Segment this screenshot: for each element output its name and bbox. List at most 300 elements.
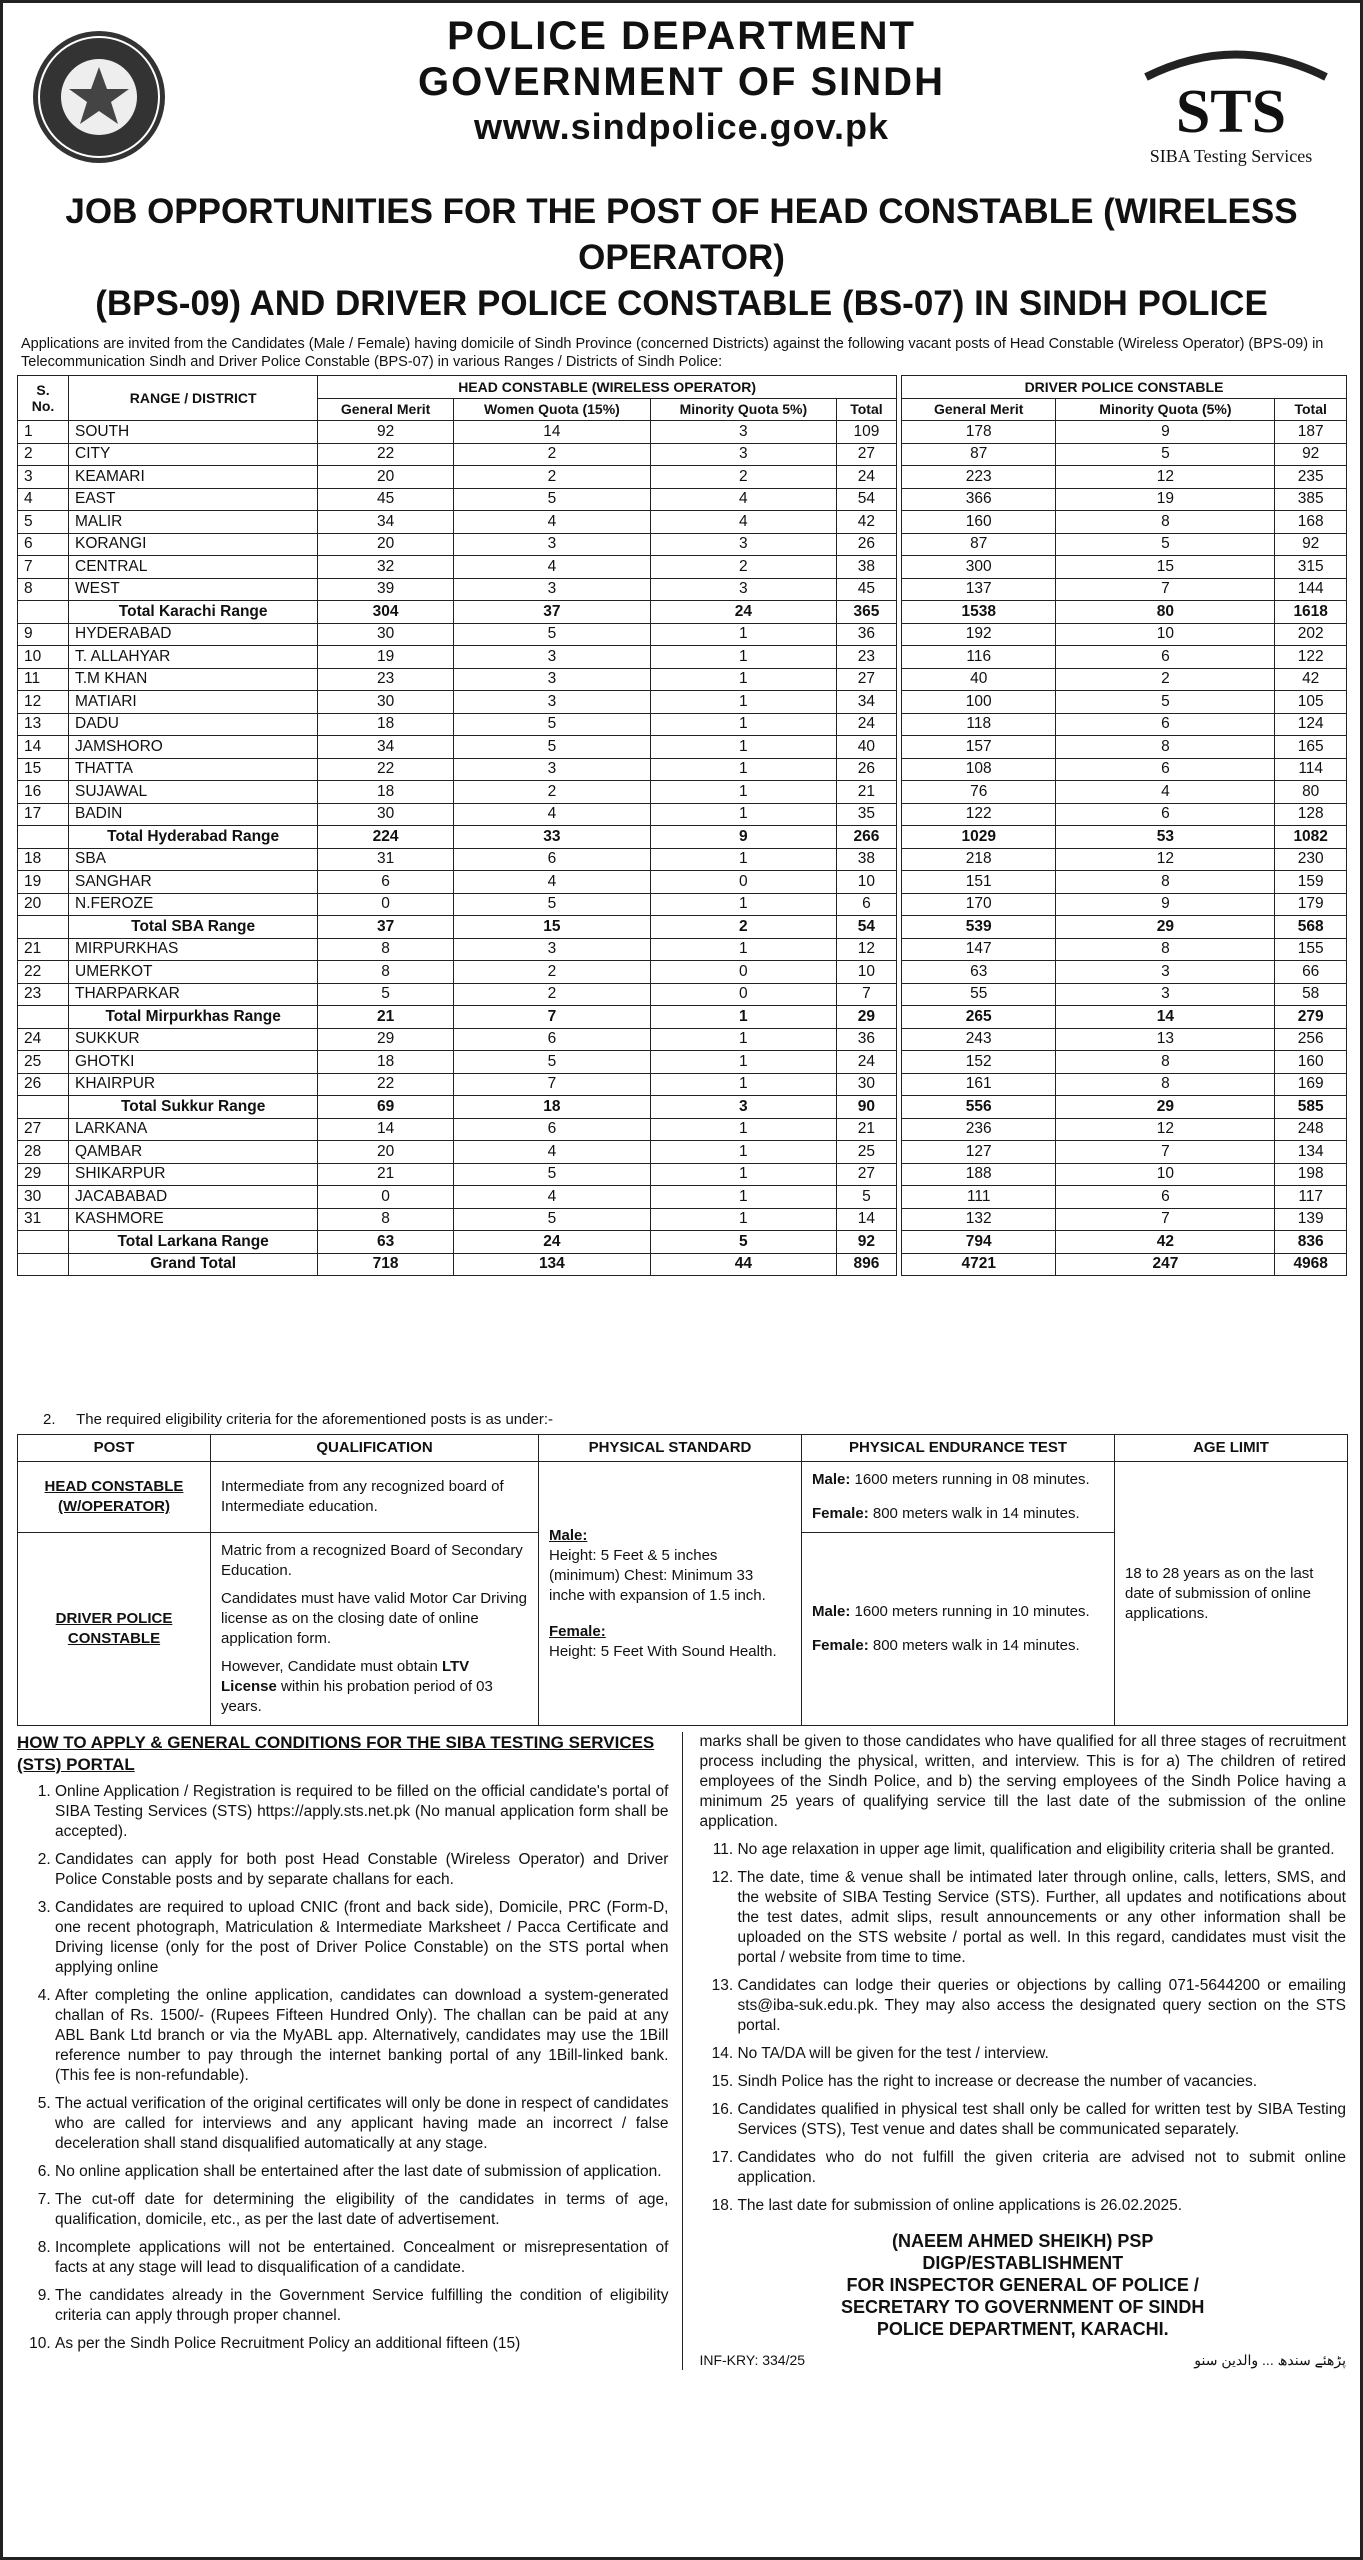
cell: 39: [318, 578, 454, 601]
table-total-row: [902, 1006, 1347, 1029]
signer-line-4: POLICE DEPARTMENT, KARACHI.: [876, 2319, 1169, 2339]
list-item: 15. Sindh Police has the right to increase or decrease the number of vacancies.: [737, 2072, 1346, 2092]
table-row: [902, 623, 1347, 646]
cell: 45: [836, 578, 896, 601]
cell: 2: [18, 443, 69, 466]
cell: 92: [836, 1231, 896, 1254]
table-row: [18, 1051, 897, 1074]
cell: Total Karachi Range: [69, 601, 318, 624]
cell: 114: [1275, 758, 1347, 781]
cell: 40: [902, 668, 1056, 691]
cell: N.FEROZE: [69, 893, 318, 916]
cell: 1: [650, 1118, 836, 1141]
cell: 224: [318, 826, 454, 849]
cell: 45: [318, 488, 454, 511]
cell: 37: [318, 916, 454, 939]
cell: 8: [1056, 938, 1275, 961]
table-row: [902, 871, 1347, 894]
cell: 1: [650, 646, 836, 669]
cell: 24: [836, 713, 896, 736]
cell: 4: [1056, 781, 1275, 804]
cell: 1538: [902, 601, 1056, 624]
ps-female-label: Female:: [549, 1622, 606, 1640]
col-total: Total: [836, 398, 896, 421]
dpc-group-head: DRIVER POLICE CONSTABLE: [902, 376, 1347, 399]
cell: 116: [902, 646, 1056, 669]
cell: 5: [453, 736, 650, 759]
cell: 192: [902, 623, 1056, 646]
cell: 128: [1275, 803, 1347, 826]
cell: 9: [650, 826, 836, 849]
table-row: [18, 533, 897, 556]
cell: 2: [650, 466, 836, 489]
list-item: 14. No TA/DA will be given for the test / interview.: [737, 2044, 1346, 2064]
cell: 23: [836, 646, 896, 669]
table-row: [902, 1028, 1347, 1051]
cell: 2: [453, 443, 650, 466]
list-item: 13. Candidates can lodge their queries or objections by calling 071-5644200 or emailing sts@iba-suk.edu.pk. They may also access the designated query section on the STS portal.: [737, 1976, 1346, 2036]
cell: MATIARI: [69, 691, 318, 714]
cell: 5: [18, 511, 69, 534]
cell: 5: [836, 1186, 896, 1209]
list-item: 16. Candidates qualified in physical test shall only be called for written test by SIBA Testing Services (STS), Test venue and dates shall be communicated separately.: [737, 2100, 1346, 2140]
cell: 29: [18, 1163, 69, 1186]
cell: 151: [902, 871, 1056, 894]
cell: 11: [18, 668, 69, 691]
col-sno: S. No.: [18, 376, 69, 421]
cell: 4: [650, 511, 836, 534]
cell: [18, 1096, 69, 1119]
table-row: [902, 1186, 1347, 1209]
end-male-label: Male:: [812, 1471, 851, 1488]
cell: 21: [836, 781, 896, 804]
cell: 7: [1056, 578, 1275, 601]
cell: 248: [1275, 1118, 1347, 1141]
driver-constable-table: [901, 375, 1347, 1276]
cell: 1: [650, 1051, 836, 1074]
cell: 6: [1056, 758, 1275, 781]
col-post: POST: [18, 1435, 211, 1462]
conditions: [17, 1732, 1346, 2370]
cell: 247: [1056, 1253, 1275, 1276]
cell: 2: [453, 466, 650, 489]
cell: 168: [1275, 511, 1347, 534]
cell: 36: [836, 1028, 896, 1051]
criteria-number: 2.: [43, 1411, 56, 1428]
vacancy-tables: [17, 375, 1346, 1405]
table-row: [902, 983, 1347, 1006]
cell: 3: [650, 1096, 836, 1119]
eligibility-table: [17, 1434, 1348, 1726]
cell: 159: [1275, 871, 1347, 894]
table-row: [902, 736, 1347, 759]
cell: 3: [650, 421, 836, 444]
table-total-row: [18, 1231, 897, 1254]
table-total-row: [18, 826, 897, 849]
cell: 300: [902, 556, 1056, 579]
table-row: [18, 983, 897, 1006]
cell: 87: [902, 443, 1056, 466]
cell: 1: [650, 803, 836, 826]
col-physical-standard: PHYSICAL STANDARD: [539, 1435, 802, 1462]
col-general: General Merit: [318, 398, 454, 421]
signer-line-1: DIGP/ESTABLISHMENT: [922, 2253, 1124, 2273]
cell: 4: [453, 871, 650, 894]
cell: 63: [318, 1231, 454, 1254]
cell: 27: [836, 443, 896, 466]
list-item: 10. As per the Sindh Police Recruitment Policy an additional fifteen (15): [55, 2334, 668, 2354]
table-row: [902, 1208, 1347, 1231]
table-row: [902, 556, 1347, 579]
cell: KASHMORE: [69, 1208, 318, 1231]
cell: 28: [18, 1141, 69, 1164]
cell: 80: [1275, 781, 1347, 804]
qualification-hc: Intermediate from any recognized board of Intermediate education.: [211, 1462, 539, 1533]
table-row: [902, 1141, 1347, 1164]
cell: 1: [650, 713, 836, 736]
cell: 23: [18, 983, 69, 1006]
cell: 2: [453, 961, 650, 984]
cell: 34: [318, 511, 454, 534]
cell: 55: [902, 983, 1056, 1006]
cell: 14: [836, 1208, 896, 1231]
cell: KEAMARI: [69, 466, 318, 489]
cell: 10: [836, 871, 896, 894]
cell: THATTA: [69, 758, 318, 781]
cell: 5: [318, 983, 454, 1006]
criteria-intro-text: The required eligibility criteria for the aforementioned posts is as under:-: [76, 1411, 553, 1428]
cell: 118: [902, 713, 1056, 736]
cell: 4: [453, 556, 650, 579]
signer-name: (NAEEM AHMED SHEIKH) PSP: [892, 2231, 1154, 2251]
cell: 5: [650, 1231, 836, 1254]
cell: 7: [453, 1073, 650, 1096]
table-row: [902, 466, 1347, 489]
cell: 1: [650, 623, 836, 646]
criteria-intro: [43, 1411, 1346, 1428]
cell: 2: [453, 983, 650, 1006]
cell: 105: [1275, 691, 1347, 714]
table-row: [18, 736, 897, 759]
cell: 3: [453, 578, 650, 601]
table-total-row: [902, 1253, 1347, 1276]
cell: 5: [453, 1208, 650, 1231]
cell: 0: [650, 961, 836, 984]
cell: 18: [318, 713, 454, 736]
cell: 265: [902, 1006, 1056, 1029]
cell: Total Larkana Range: [69, 1231, 318, 1254]
table-row: [902, 1073, 1347, 1096]
table-row: [18, 871, 897, 894]
cell: 0: [650, 983, 836, 1006]
cell: 30: [318, 623, 454, 646]
cell: 3: [453, 691, 650, 714]
cell: 1: [650, 781, 836, 804]
cell: 0: [318, 893, 454, 916]
cell: 3: [650, 533, 836, 556]
table-row: [18, 691, 897, 714]
cell: 54: [836, 488, 896, 511]
cell: 6: [836, 893, 896, 916]
cell: 3: [453, 668, 650, 691]
cell: 218: [902, 848, 1056, 871]
cell: 4721: [902, 1253, 1056, 1276]
cell: 18: [318, 1051, 454, 1074]
cell: 20: [18, 893, 69, 916]
col-women: Women Quota (15%): [453, 398, 650, 421]
svg-text:SIBA Testing Services: SIBA Testing Services: [1149, 146, 1313, 166]
cell: 385: [1275, 488, 1347, 511]
table-total-row: [18, 1006, 897, 1029]
cell: 35: [836, 803, 896, 826]
cell: 8: [18, 578, 69, 601]
cell: 134: [1275, 1141, 1347, 1164]
cell: 235: [1275, 466, 1347, 489]
cell: 139: [1275, 1208, 1347, 1231]
cell: 40: [836, 736, 896, 759]
right-conditions-list: [699, 1840, 1346, 2216]
cell: 24: [836, 466, 896, 489]
table-row: [18, 781, 897, 804]
table-total-row: [902, 1231, 1347, 1254]
table-row: [902, 893, 1347, 916]
table-row: [18, 893, 897, 916]
cell: 5: [453, 713, 650, 736]
cell: 10: [836, 961, 896, 984]
signer-line-3: SECRETARY TO GOVERNMENT OF SINDH: [841, 2297, 1205, 2317]
cell: 15: [453, 916, 650, 939]
cell: CENTRAL: [69, 556, 318, 579]
cell: 147: [902, 938, 1056, 961]
table-row: [18, 758, 897, 781]
cell: 20: [318, 466, 454, 489]
list-item: 18. The last date for submission of online applications is 26.02.2025.: [737, 2196, 1346, 2216]
table-total-row: [902, 601, 1347, 624]
cell: 6: [1056, 1186, 1275, 1209]
cell: 155: [1275, 938, 1347, 961]
cell: 13: [18, 713, 69, 736]
qual-license: Candidates must have valid Motor Car Driving license as on the closing date of online application form.: [221, 1590, 527, 1647]
cell: 6: [18, 533, 69, 556]
cell: 202: [1275, 623, 1347, 646]
job-title: [17, 189, 1346, 327]
cell: 32: [318, 556, 454, 579]
cell: 12: [1056, 1118, 1275, 1141]
cell: KORANGI: [69, 533, 318, 556]
table-row: [18, 713, 897, 736]
cell: 87: [902, 533, 1056, 556]
cell: 7: [1056, 1141, 1275, 1164]
post-driver-constable: DRIVER POLICE CONSTABLE: [18, 1533, 211, 1726]
cell: 38: [836, 556, 896, 579]
table-row: [18, 1028, 897, 1051]
cell: 1: [650, 893, 836, 916]
cell: Total SBA Range: [69, 916, 318, 939]
col-range: RANGE / DISTRICT: [69, 376, 318, 421]
cell: 31: [18, 1208, 69, 1231]
table-row: [902, 1163, 1347, 1186]
cell: 5: [453, 1163, 650, 1186]
cell: 4: [453, 803, 650, 826]
col-qualification: QUALIFICATION: [211, 1435, 539, 1462]
cell: 304: [318, 601, 454, 624]
signature-block: [699, 2230, 1346, 2340]
cell: 12: [836, 938, 896, 961]
list-item: 1. Online Application / Registration is required to be filled on the official candidate's portal of SIBA Testing Services (STS) https://apply.sts.net.pk (No manual application form shall be accepted).: [55, 1782, 668, 1842]
cell: 31: [318, 848, 454, 871]
col-age-limit: AGE LIMIT: [1115, 1435, 1348, 1462]
cell: 4: [453, 511, 650, 534]
cell: 92: [1275, 533, 1347, 556]
cell: 30: [318, 691, 454, 714]
table-row: [18, 623, 897, 646]
table-total-row: [18, 1253, 897, 1276]
table-row: [18, 668, 897, 691]
cell: 223: [902, 466, 1056, 489]
cell: 178: [902, 421, 1056, 444]
cell: 22: [318, 443, 454, 466]
cell: 2: [650, 556, 836, 579]
cell: T. ALLAHYAR: [69, 646, 318, 669]
cell: 21: [836, 1118, 896, 1141]
cell: 366: [902, 488, 1056, 511]
cell: 3: [650, 578, 836, 601]
cell: 152: [902, 1051, 1056, 1074]
cell: 132: [902, 1208, 1056, 1231]
cell: 6: [1056, 646, 1275, 669]
cell: 1: [650, 1163, 836, 1186]
cell: [18, 1231, 69, 1254]
qualification-dpc: [211, 1533, 539, 1726]
table-total-row: [18, 601, 897, 624]
cell: 92: [318, 421, 454, 444]
cell: SOUTH: [69, 421, 318, 444]
cell: 266: [836, 826, 896, 849]
conditions-right: [683, 1732, 1346, 2370]
cell: 7: [453, 1006, 650, 1029]
cell: 5: [453, 1051, 650, 1074]
table-row: [902, 646, 1347, 669]
table-row: [902, 488, 1347, 511]
cell: 109: [836, 421, 896, 444]
cell: 836: [1275, 1231, 1347, 1254]
footer-ref: INF-KRY: 334/25: [699, 2352, 806, 2368]
cell: 3: [1056, 961, 1275, 984]
cell: 3: [1056, 983, 1275, 1006]
cell: 16: [18, 781, 69, 804]
cell: 5: [1056, 691, 1275, 714]
cell: 27: [836, 668, 896, 691]
cell: 6: [453, 1118, 650, 1141]
cell: 1: [650, 848, 836, 871]
cell: 22: [318, 758, 454, 781]
list-item: 8. Incomplete applications will not be entertained. Concealment or misrepresentation of facts at any stage will lead to disqualification of a candidate.: [55, 2238, 668, 2278]
cell: 1029: [902, 826, 1056, 849]
col-general: General Merit: [902, 398, 1056, 421]
cell: 30: [318, 803, 454, 826]
left-conditions-list: [17, 1782, 668, 2354]
list-item: 2. Candidates can apply for both post Head Constable (Wireless Operator) and Driver Police Constable posts and by separate challans for each.: [55, 1850, 668, 1890]
cell: 230: [1275, 848, 1347, 871]
cell: 7: [18, 556, 69, 579]
table-row: [902, 668, 1347, 691]
ps-male-label: Male:: [549, 1526, 588, 1544]
cell: 169: [1275, 1073, 1347, 1096]
cell: [18, 826, 69, 849]
endurance-dpc: [802, 1533, 1115, 1726]
cell: 3: [18, 466, 69, 489]
qual-ltv: [221, 1657, 528, 1717]
cell: 8: [1056, 1073, 1275, 1096]
cell: 157: [902, 736, 1056, 759]
cell: 1: [650, 1006, 836, 1029]
cell: 9: [1056, 893, 1275, 916]
cell: 7: [836, 983, 896, 1006]
cell: 127: [902, 1141, 1056, 1164]
col-minority: Minority Quota (5%): [1056, 398, 1275, 421]
cell: 165: [1275, 736, 1347, 759]
cell: 26: [18, 1073, 69, 1096]
cell: 1: [650, 1208, 836, 1231]
cell: 6: [1056, 713, 1275, 736]
cell: 9: [1056, 421, 1275, 444]
cell: JAMSHORO: [69, 736, 318, 759]
cell: 1: [18, 421, 69, 444]
table-row: [902, 713, 1347, 736]
cell: 0: [650, 871, 836, 894]
cell: 1: [650, 938, 836, 961]
cell: 5: [453, 623, 650, 646]
cell: 30: [836, 1073, 896, 1096]
cell: 1: [650, 1186, 836, 1209]
table-row: [902, 961, 1347, 984]
cell: 794: [902, 1231, 1056, 1254]
cell: 44: [650, 1253, 836, 1276]
table-row: [18, 848, 897, 871]
col-total: Total: [1275, 398, 1347, 421]
cell: 12: [18, 691, 69, 714]
cell: SUKKUR: [69, 1028, 318, 1051]
cell: 188: [902, 1163, 1056, 1186]
howto-title: HOW TO APPLY & GENERAL CONDITIONS FOR THE SIBA TESTING SERVICES (STS) PORTAL: [17, 1733, 655, 1774]
cell: 0: [318, 1186, 454, 1209]
table-row: [18, 511, 897, 534]
cell: 896: [836, 1253, 896, 1276]
cell: 2: [1056, 668, 1275, 691]
table-row: [18, 1141, 897, 1164]
list-item: 11. No age relaxation in upper age limit, qualification and eligibility criteria shall be granted.: [737, 1840, 1346, 1860]
table-total-row: [18, 1096, 897, 1119]
cell: 8: [318, 938, 454, 961]
cell: 6: [453, 1028, 650, 1051]
cell: 161: [902, 1073, 1056, 1096]
ps-female-text: Height: 5 Feet With Sound Health.: [549, 1642, 777, 1660]
col-minority: Minority Quota 5%): [650, 398, 836, 421]
cell: 34: [318, 736, 454, 759]
footer: [699, 2350, 1346, 2370]
table-row: [902, 421, 1347, 444]
cell: UMERKOT: [69, 961, 318, 984]
cell: 718: [318, 1253, 454, 1276]
table-row: [902, 1051, 1347, 1074]
cell: 539: [902, 916, 1056, 939]
list-item: 12. The date, time & venue shall be intimated later through online, calls, letters, SMS, and the website of SIBA Testing Service (STS). Further, all updates and notifications about the test dates, admit slips, result announcements or any other information shall be uploaded on the STS website / portal as well. In this regard, candidates must visit the portal / website from time to time.: [737, 1868, 1346, 1968]
cell: 24: [650, 601, 836, 624]
cell: BADIN: [69, 803, 318, 826]
cell: 38: [836, 848, 896, 871]
cell: Grand Total: [69, 1253, 318, 1276]
table-total-row: [902, 826, 1347, 849]
